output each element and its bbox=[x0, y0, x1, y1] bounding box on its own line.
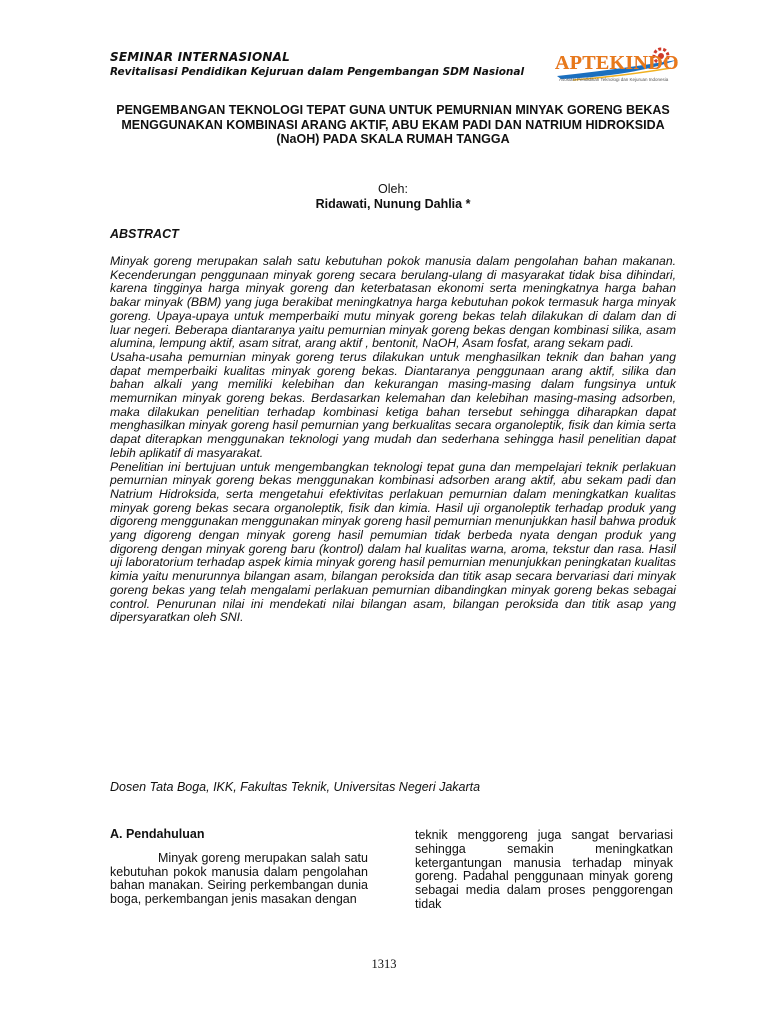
logo-wordmark: APTEKINDO bbox=[555, 52, 679, 74]
by-label: Oleh: bbox=[378, 182, 408, 196]
intro-paragraph-continued: teknik menggoreng juga sangat bervariasi sehingga semakin meningkatkan ketergantungan manusia terhadap minyak goreng. Padahal penggunaan minyak goreng sebagai media dalam proses penggorengan tidak bbox=[415, 828, 673, 911]
abstract-heading: ABSTRACT bbox=[110, 227, 179, 241]
section-heading: A. Pendahuluan bbox=[110, 827, 205, 841]
abstract-paragraph: Penelitian ini bertujuan untuk mengembangkan teknologi tepat guna dan mempelajari teknik perlakuan pemurnian minyak goreng bekas menggunakan kombinasi adsorben arang aktif, abu sekam padi dan Natrium Hidroksida, serta mengetahui efektivitas perlakuan pemurnian dalam meningkatkan kualitas minyak goreng bekas secara organoleptik, fisik dan kimia. Hasil uji organoleptik terhadap produk yang digoreng menggunakan menggunakan minyak goreng hasil pemurnian menunjukkan hasil bahwa produk yang digoreng dengan minyak goreng hasil pemumian tidak berbeda nyata dengan produk yang digoreng dengan minyak goreng baru (kontrol) dalam hal kualitas warna, aroma, tekstur dan rasa. Hasil uji laboratorium terhadap aspek kimia minyak goreng hasil pemurnian menunjukkan peningkatan kualitas kimia yaitu menurunnya bilangan asam, bilangan peroksida dan titik asap secara bervariasi dari minyak goreng bekas yang telah mengalami perlakuan pemurnian dibandingkan minyak goreng bekas sebagai control. Penurunan nilai ini mendekati nilai bilangan asam, bilangan peroksida dan titik asap yang dipersyaratkan oleh SNI. bbox=[110, 459, 676, 625]
logo-tagline: Asosiasi Pendidikan Teknologi dan Kejuruan Indonesia bbox=[559, 77, 669, 82]
seminar-title: SEMINAR INTERNASIONAL bbox=[110, 50, 290, 64]
seminar-subtitle: Revitalisasi Pendidikan Kejuruan dalam Pengembangan SDM Nasional bbox=[110, 66, 525, 78]
right-column bbox=[415, 829, 673, 912]
intro-paragraph: Minyak goreng merupakan salah satu kebutuhan pokok manusia dalam pengolahan bahan manakan. Seiring perkembangan dunia boga, perkembangan jenis masakan dengan bbox=[110, 850, 368, 907]
abstract-paragraph: Usaha-usaha pemurnian minyak goreng terus dilakukan untuk menghasilkan teknik dan bahan yang dapat memperbaiki kualitas minyak goreng bekas. Diantaranya penggunaan arang aktif, silika dan bahan alkali yang memiliki kelebihan dan kekurangan masing-masing dalam fungsinya untuk memurnikan minyak goreng bekas. Berdasarkan kelemahan dan kelebihan masing-masing adsorben, maka dilakukan penelitian terhadap kombinasi ketiga bahan tersebut sehingga diharapkan dapat menghasilkan minyak goreng hasil pemurnian yang berkualitas secara organoleptik, fisik dan kimia serta dapat diterapkan menggunakan teknologi yang mudah dan sederhana sehingga hasil penelitian dapat lebih aplikatif di masyarakat. bbox=[110, 349, 676, 460]
abstract-body bbox=[110, 255, 676, 625]
abstract-paragraph: Minyak goreng merupakan salah satu kebutuhan pokok manusia dalam pengolahan bahan makanan. Kecenderungan penggunaan minyak goreng secara berulang-ulang di masyarakat tidak bisa dihindari, karena tingginya harga minyak goreng dan keterbatasan ekonomi serta meningkatnya harga bahan bakar minyak (BBM) yang juga berakibat meningkatnya harga kebutuhan pokok termasuk harga minyak goreng. Upaya-upaya untuk memperbaiki mutu minyak goreng bekas telah dilakukan di dalam dan di luar negeri. Beberapa diantaranya yaitu pemurnian minyak goreng bekas dengan kombinasi silika, asam alumina, lempung aktif, asam sitrat, arang aktif , bentonit, NaOH, Asam fosfat, arang sekam padi. bbox=[110, 254, 676, 351]
paper-title: PENGEMBANGAN TEKNOLOGI TEPAT GUNA UNTUK PEMURNIAN MINYAK GORENG BEKAS MENGGUNAKAN KOMBINASI ARANG AKTIF, ABU EKAM PADI DAN NATRIUM HIDROKSIDA (NaOH) PADA SKALA RUMAH TANGGA bbox=[116, 103, 670, 146]
aptekindo-logo bbox=[553, 46, 683, 86]
authors: Ridawati, Nunung Dahlia * bbox=[315, 197, 471, 211]
left-column bbox=[110, 828, 368, 907]
page-number: 1313 bbox=[371, 957, 397, 971]
author-affiliation: Dosen Tata Boga, IKK, Fakultas Teknik, Universitas Negeri Jakarta bbox=[110, 780, 481, 794]
